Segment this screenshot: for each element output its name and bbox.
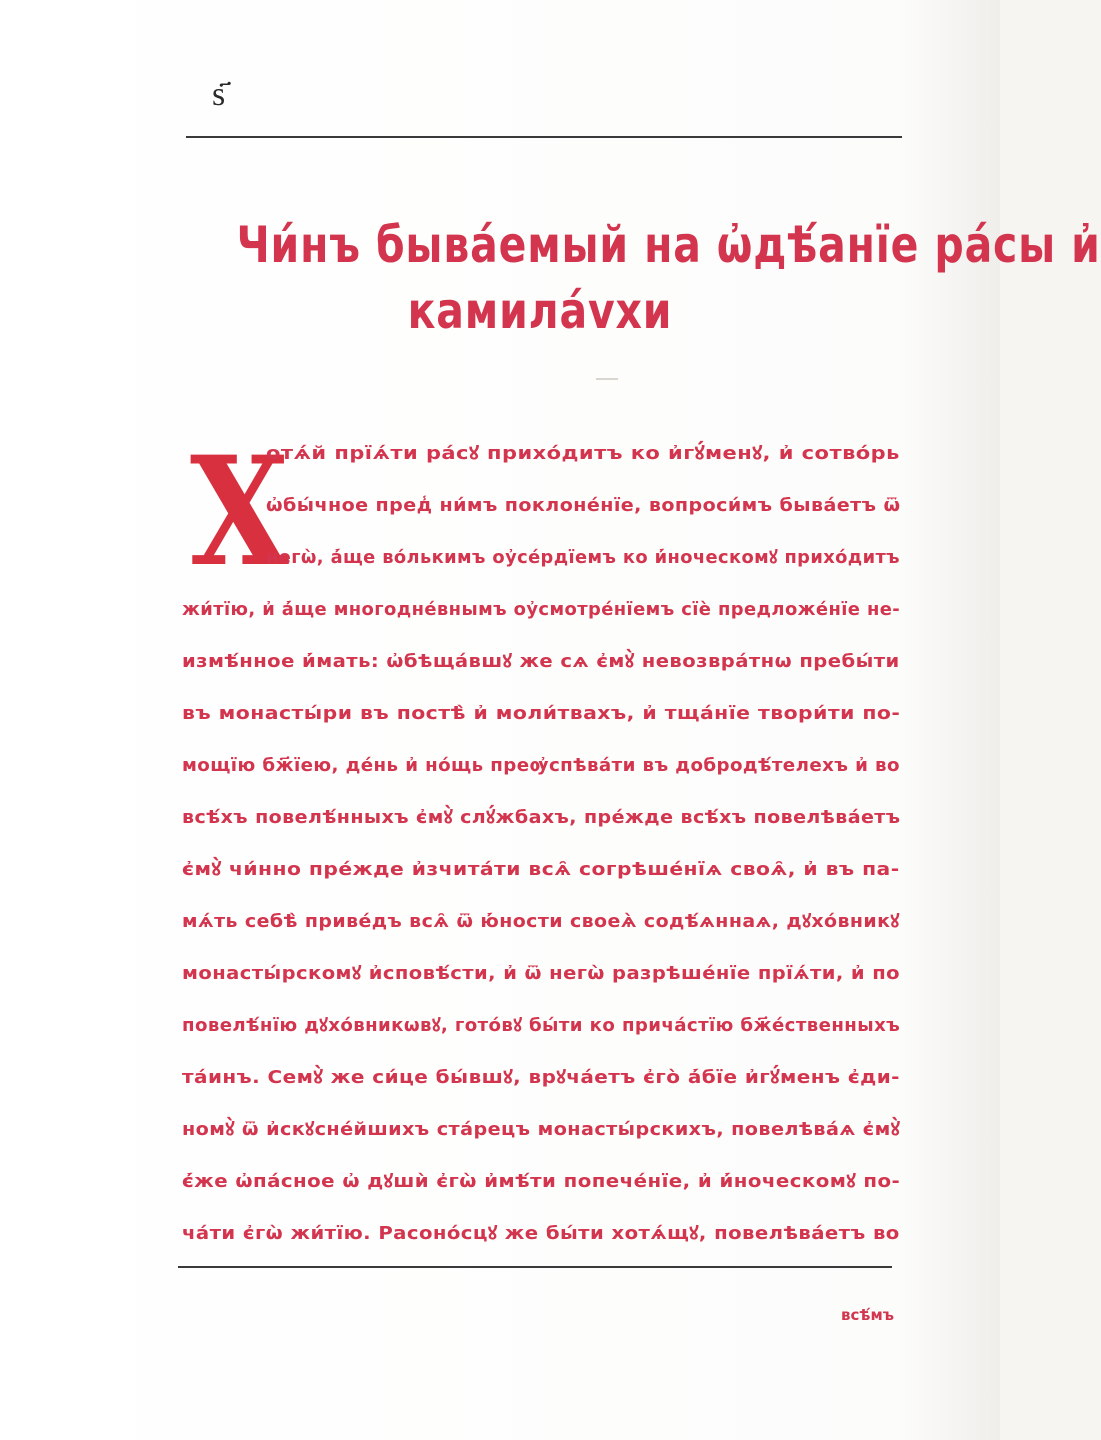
text-line: измѣ́нное и҆́мать: ѡ҆бѣща́вшꙋ же сѧ є҆мꙋ̀ невозвра́тнѡ пребы́ти xyxy=(182,651,900,672)
text-line: негѡ̀, а҆́ще во́лькимъ оу҆се́рдїемъ ко и҆́ноческомꙋ прихо́дитъ xyxy=(266,547,900,568)
catchword: всѣ́мъ xyxy=(841,1306,894,1324)
text-line: мѧ́ть себѣ̀ приве́дъ всѧ̑ ѿ ю҆́ности своеѧ̀ содѣ́ѧннаѧ, дꙋхо́вникꙋ xyxy=(182,911,900,932)
title-line-1: Чи́нъ быва́емый на ѡ҆дѣ́анїе ра́сы и҆ xyxy=(236,216,1101,274)
text-line: є҆мꙋ̀ чи́нно пре́жде и҆зчита́ти всѧ̑ согрѣше́нїѧ своѧ̑, и҆ въ па- xyxy=(182,859,900,880)
drop-cap: Х xyxy=(190,424,289,600)
text-line: є҆́же ѡ҆па́сное ѡ҆ дꙋшѝ є҆гѡ̀ и҆мѣ́ти попече́нїе, и҆ и҆́ноческомꙋ по- xyxy=(182,1171,901,1192)
text-line: всѣ́хъ повелѣ́нныхъ є҆мꙋ̀ слꙋ́жбахъ, пре́жде всѣ́хъ повелѣва́етъ xyxy=(182,807,901,828)
top-rule xyxy=(186,136,902,138)
text-line: ѡ҆бы́чное пред̾ ни́мъ поклоне́нїе, вопроси́мъ быва́етъ ѿ xyxy=(266,495,901,516)
text-line: та́инъ. Семꙋ̀ же си́це бы́вшꙋ, врꙋча́етъ є҆го̀ а҆́бїе и҆гꙋ́менъ є҆ди- xyxy=(182,1067,900,1088)
text-line: отѧ́й прїѧ́ти ра́сꙋ прихо́дитъ ко и҆гꙋ́менꙋ, и҆ сотво́рь xyxy=(266,443,900,464)
text-line: повелѣ́нїю дꙋхо́вникѡвꙋ, гото́вꙋ бы́ти ко прича́стїю бж҃е́ственныхъ xyxy=(182,1015,901,1036)
text-line: ча́ти є҆гѡ̀ жи́тїю. Расоно́сцꙋ же бы́ти хотѧ́щꙋ, повелѣва́етъ во xyxy=(182,1223,900,1244)
bottom-rule xyxy=(178,1266,892,1268)
page-title xyxy=(236,212,1101,344)
text-line: монасты́рскомꙋ и҆сповѣ́сти, и҆ ѿ негѡ̀ разрѣше́нїе прїѧ́ти, и҆ по xyxy=(182,963,901,984)
text-line: номꙋ̀ ѿ и҆скꙋсне́йшихъ ста́рецъ монасты́рскихъ, повелѣва́ѧ є҆мꙋ̀ xyxy=(182,1119,901,1140)
title-line-2: камила́vхи xyxy=(407,282,673,340)
text-line: жи́тїю, и҆ а҆́ще многодне́внымъ оу҆смотре́нїемъ сїѐ предложе́нїе не- xyxy=(182,599,901,620)
text-line: въ монасты́ри въ постѣ̀ и҆ моли́твахъ, и҆ тща́нїе твори́ти по- xyxy=(182,703,901,724)
page-number: ѕ҃ xyxy=(212,74,226,114)
paper-speck xyxy=(596,378,618,380)
text-line: мощїю бж҃їею, де́нь и҆ но́щь преѹ҆спѣва́ти въ добродѣ́телехъ и҆ во xyxy=(182,755,900,776)
